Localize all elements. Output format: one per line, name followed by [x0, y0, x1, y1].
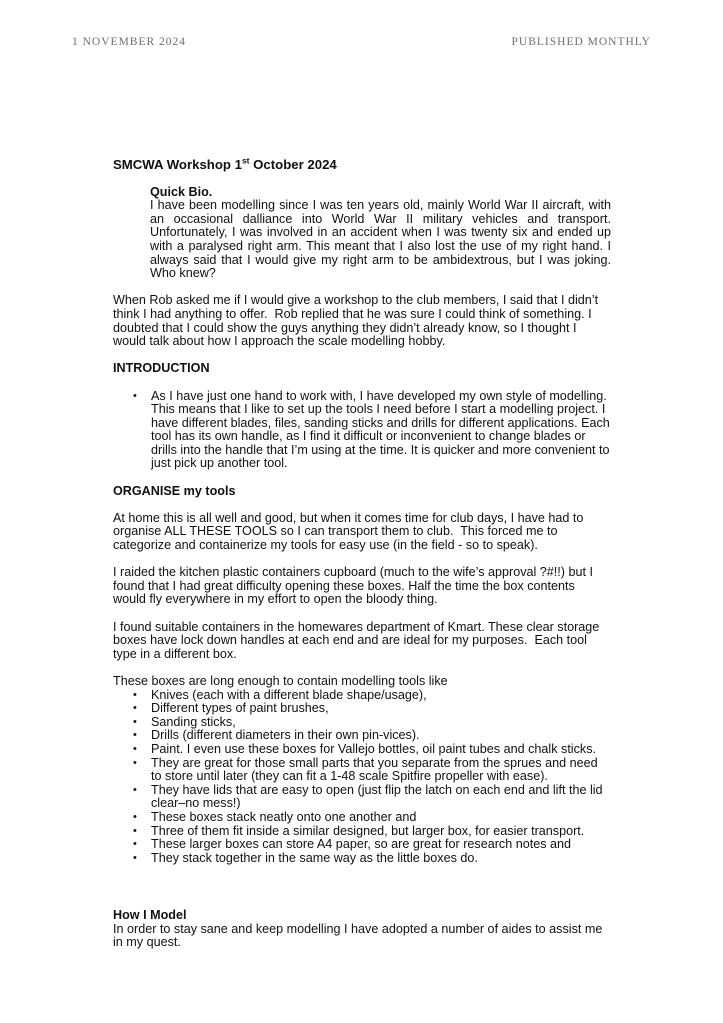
list-item-text: These larger boxes can store A4 paper, so are great for research notes and	[151, 837, 572, 852]
list-item	[113, 838, 611, 852]
organise-paragraph-2: I raided the kitchen plastic containers cupboard (much to the wife’s approval ?#!!) but I found that I had great difficulty opening these boxes. Half the time the box contents would fly everywhere in my effort to open the bloody thing.	[113, 565, 597, 607]
bullet-icon: •	[133, 715, 137, 728]
header-date: 1 NOVEMBER 2024	[72, 36, 187, 48]
bullet-icon: •	[133, 810, 137, 823]
list-item-text: They are great for those small parts that you separate from the sprues and need to store until later (they can fit a 1-48 scale Spitfire propeller with ease).	[151, 755, 602, 784]
list-item-text: They have lids that are easy to open (just flip the latch on each end and lift the lid clear–no mess!)	[151, 782, 607, 811]
quick-bio-heading: Quick Bio.	[150, 184, 213, 199]
document-title-part1: SMCWA Workshop 1	[113, 157, 242, 172]
list-item-text: Three of them fit inside a similar designed, but larger box, for easier transport.	[151, 823, 585, 838]
bullet-icon: •	[133, 389, 137, 402]
document-title	[113, 155, 611, 172]
box-bullet-list	[113, 689, 611, 866]
document-content	[113, 155, 615, 950]
organise-heading: ORGANISE my tools	[113, 483, 236, 498]
list-item	[113, 743, 611, 757]
bullet-icon: •	[133, 756, 137, 769]
bullet-icon: •	[133, 783, 137, 796]
list-item	[113, 852, 611, 866]
page-header	[72, 36, 651, 48]
list-item	[113, 784, 611, 811]
list-item-text: Sanding sticks,	[151, 714, 236, 729]
document-title-superscript: st	[241, 155, 250, 166]
list-item-text: Drills (different diameters in their own pin-vices).	[151, 728, 420, 743]
list-item	[113, 729, 611, 743]
list-item-text: As I have just one hand to work with, I have developed my own style of modelling. This means that I like to set up the tools I need before I start a modelling project. I have different blades, files, sanding sticks and drills for different applications. Each tool has its own handle, as I find it difficult or inconvenient to change blades or drills into the handle that I’m using at the time. It is quicker and more convenient to just pick up another tool.	[151, 388, 614, 471]
quick-bio-paragraph: I have been modelling since I was ten years old, mainly World War II aircraft, with an occasional dalliance into World War II military vehicles and transport. Unfortunately, I was involved in an accident when I was twenty six and ended up with a paralysed right arm. This meant that I also lost the use of my right hand. I always said that I would give my right arm to be ambidextrous, but I was joking. Who knew?	[150, 198, 615, 281]
bullet-icon: •	[133, 729, 137, 742]
how-i-model-section	[113, 909, 611, 950]
list-item	[113, 716, 611, 730]
list-item	[113, 811, 611, 825]
list-item-text: They stack together in the same way as the little boxes do.	[151, 850, 478, 865]
bullet-icon: •	[133, 851, 137, 864]
how-i-model-paragraph: In order to stay sane and keep modelling I have adopted a number of aides to assist me in my quest.	[113, 921, 606, 950]
bullet-icon: •	[133, 824, 137, 837]
organise-paragraph-1: At home this is all well and good, but when it comes time for club days, I have had to organise ALL THESE TOOLS so I can transport them to club. This forced me to categorize and containerize my tools for easy use (in the field - so to speak).	[113, 510, 587, 553]
bullet-icon: •	[133, 688, 137, 701]
list-item-text: Paint. I even use these boxes for Vallejo bottles, oil paint tubes and chalk sticks.	[151, 741, 596, 756]
list-item	[113, 757, 611, 784]
organise-paragraph-3: I found suitable containers in the homewares department of Kmart. These clear storage boxes have lock down handles at each end and are ideal for my purposes. Each tool type in a different box.	[113, 619, 603, 661]
list-item-text: Different types of paint brushes,	[151, 701, 329, 716]
list-item	[113, 689, 611, 703]
list-item	[113, 388, 614, 472]
list-item-text: Knives (each with a different blade shape/usage),	[151, 687, 427, 702]
bullet-icon: •	[133, 838, 137, 851]
quick-bio-section	[150, 184, 615, 281]
box-list-intro: These boxes are long enough to contain modelling tools like	[113, 673, 448, 688]
bullet-icon: •	[133, 702, 137, 715]
introduction-heading: INTRODUCTION	[113, 361, 210, 376]
how-i-model-heading: How I Model	[113, 908, 187, 923]
document-title-part2: October 2024	[249, 157, 337, 172]
list-item	[113, 702, 611, 716]
lead-paragraph: When Rob asked me if I would give a workshop to the club members, I said that I didn’t think I had anything to offer. Rob replied that he was sure I could think of something. I doubted that I could show the guys anything they didn’t already know, so I thought I would talk about how I approach the scale modelling hobby.	[113, 293, 602, 349]
list-item-text: These boxes stack neatly onto one another and	[151, 809, 417, 824]
header-publication: PUBLISHED MONTHLY	[511, 36, 651, 48]
list-item	[113, 825, 611, 839]
introduction-bullet-list	[113, 388, 614, 472]
bullet-icon: •	[133, 742, 137, 755]
